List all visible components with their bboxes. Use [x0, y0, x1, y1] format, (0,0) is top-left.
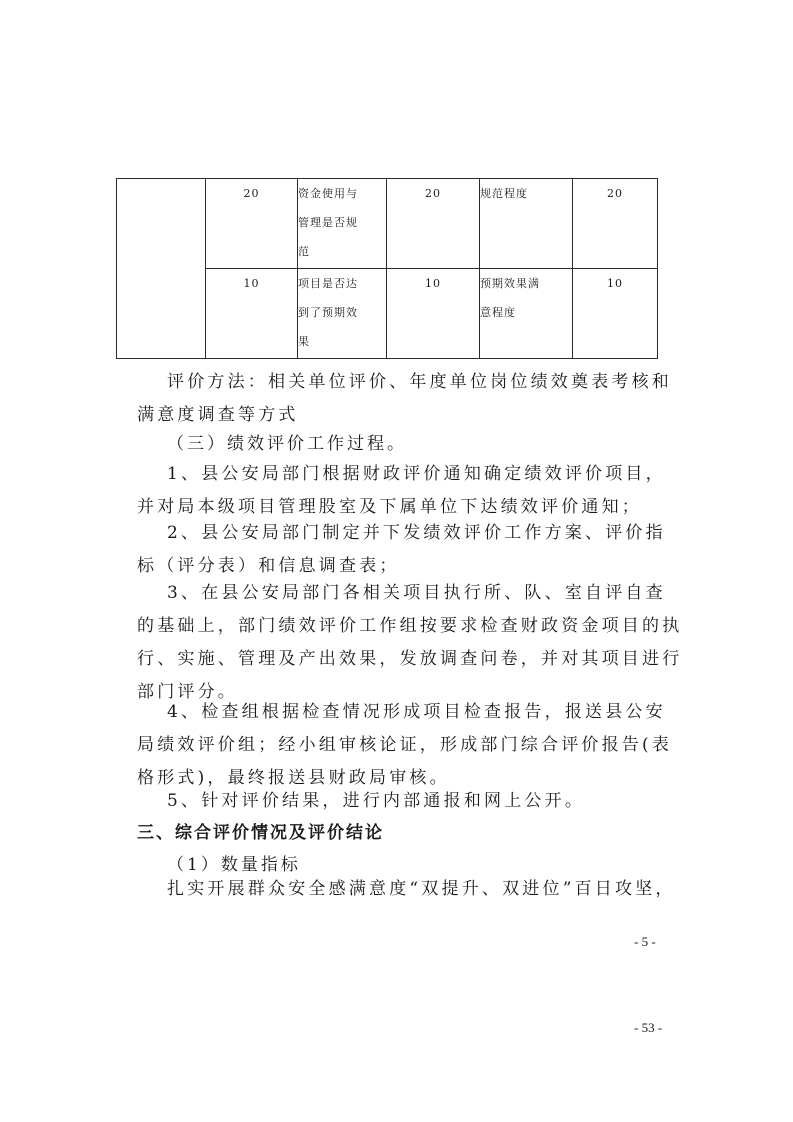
table-cell-score: 10 [573, 269, 658, 359]
indicator-line: 范 [298, 245, 310, 258]
paragraph-line: 3、在县公安局部门各相关项目执行所、队、室自评自查 [167, 583, 666, 603]
table-cell-criterion [480, 179, 573, 269]
evaluation-method-paragraph [137, 366, 677, 432]
paragraph-line: 并对局本级项目管理股室及下属单位下达绩效评价通知； [137, 497, 642, 517]
paragraph-line: 满意度调查等方式 [137, 405, 299, 425]
indicator-line: 项目是否达 [298, 277, 358, 290]
process-title: （三）绩效评价工作过程。 [167, 434, 407, 454]
criterion-line: 规范程度 [480, 187, 528, 200]
paragraph-line: 部门评分。 [137, 682, 238, 702]
paragraph-line: 行、实施、管理及产出效果，发放调查问卷，并对其项目进行 [137, 649, 683, 669]
table-cell-score: 10 [206, 269, 298, 359]
indicator-line: 果 [298, 335, 310, 348]
page-number-alt: - 53 - [634, 1020, 663, 1035]
step-2-paragraph [137, 517, 677, 583]
paragraph-line: 的基础上，部门绩效评价工作组按要求检查财政资金项目的执 [137, 616, 683, 636]
criterion-line: 预期效果满 [480, 277, 540, 290]
table-cell-score: 10 [387, 269, 480, 359]
paragraph-line: 局绩效评价组；经小组审核论证，形成部门综合评价报告(表 [137, 735, 673, 755]
indicator-line: 管理是否规 [298, 216, 358, 229]
paragraph-line: 5、针对评价结果，进行内部通报和网上公开。 [167, 791, 586, 811]
table-cell-criterion [480, 269, 573, 359]
step-5-paragraph [137, 785, 677, 818]
criterion-line: 意程度 [480, 306, 516, 319]
paragraph-line: 2、县公安局部门制定并下发绩效评价工作方案、评价指 [167, 523, 666, 543]
paragraph-line: 格形式)，最终报送县财政局审核。 [137, 768, 450, 788]
page-number: - 5 - [634, 934, 656, 949]
paragraph-line: 扎实开展群众安全感满意度“双提升、双进位”百日攻坚， [167, 879, 676, 899]
table-cell-score: 20 [387, 179, 480, 269]
sub-heading: （1）数量指标 [167, 855, 301, 875]
step-1-paragraph [137, 458, 677, 524]
indicator-line: 到了预期效 [298, 306, 358, 319]
table-cell-indicator [298, 179, 387, 269]
paragraph-line: 4、检查组根据检查情况形成项目检查报告，报送县公安 [167, 702, 666, 722]
table-cell-blank [117, 179, 206, 359]
indicator-line: 资金使用与 [298, 187, 358, 200]
paragraph-line: 评价方法：相关单位评价、年度单位岗位绩效奠表考核和 [167, 372, 672, 392]
last-paragraph [137, 873, 677, 906]
section-heading: 三、综合评价情况及评价结论 [137, 823, 384, 843]
table-row [117, 179, 658, 269]
step-4-paragraph [137, 696, 677, 795]
evaluation-table [116, 178, 658, 359]
table-cell-indicator [298, 269, 387, 359]
paragraph-line: 标（评分表）和信息调查表； [137, 556, 400, 576]
step-3-paragraph [137, 577, 683, 709]
table-cell-score: 20 [206, 179, 298, 269]
paragraph-line: 1、县公安局部门根据财政评价通知确定绩效评价项目， [167, 464, 666, 484]
table-cell-score: 20 [573, 179, 658, 269]
